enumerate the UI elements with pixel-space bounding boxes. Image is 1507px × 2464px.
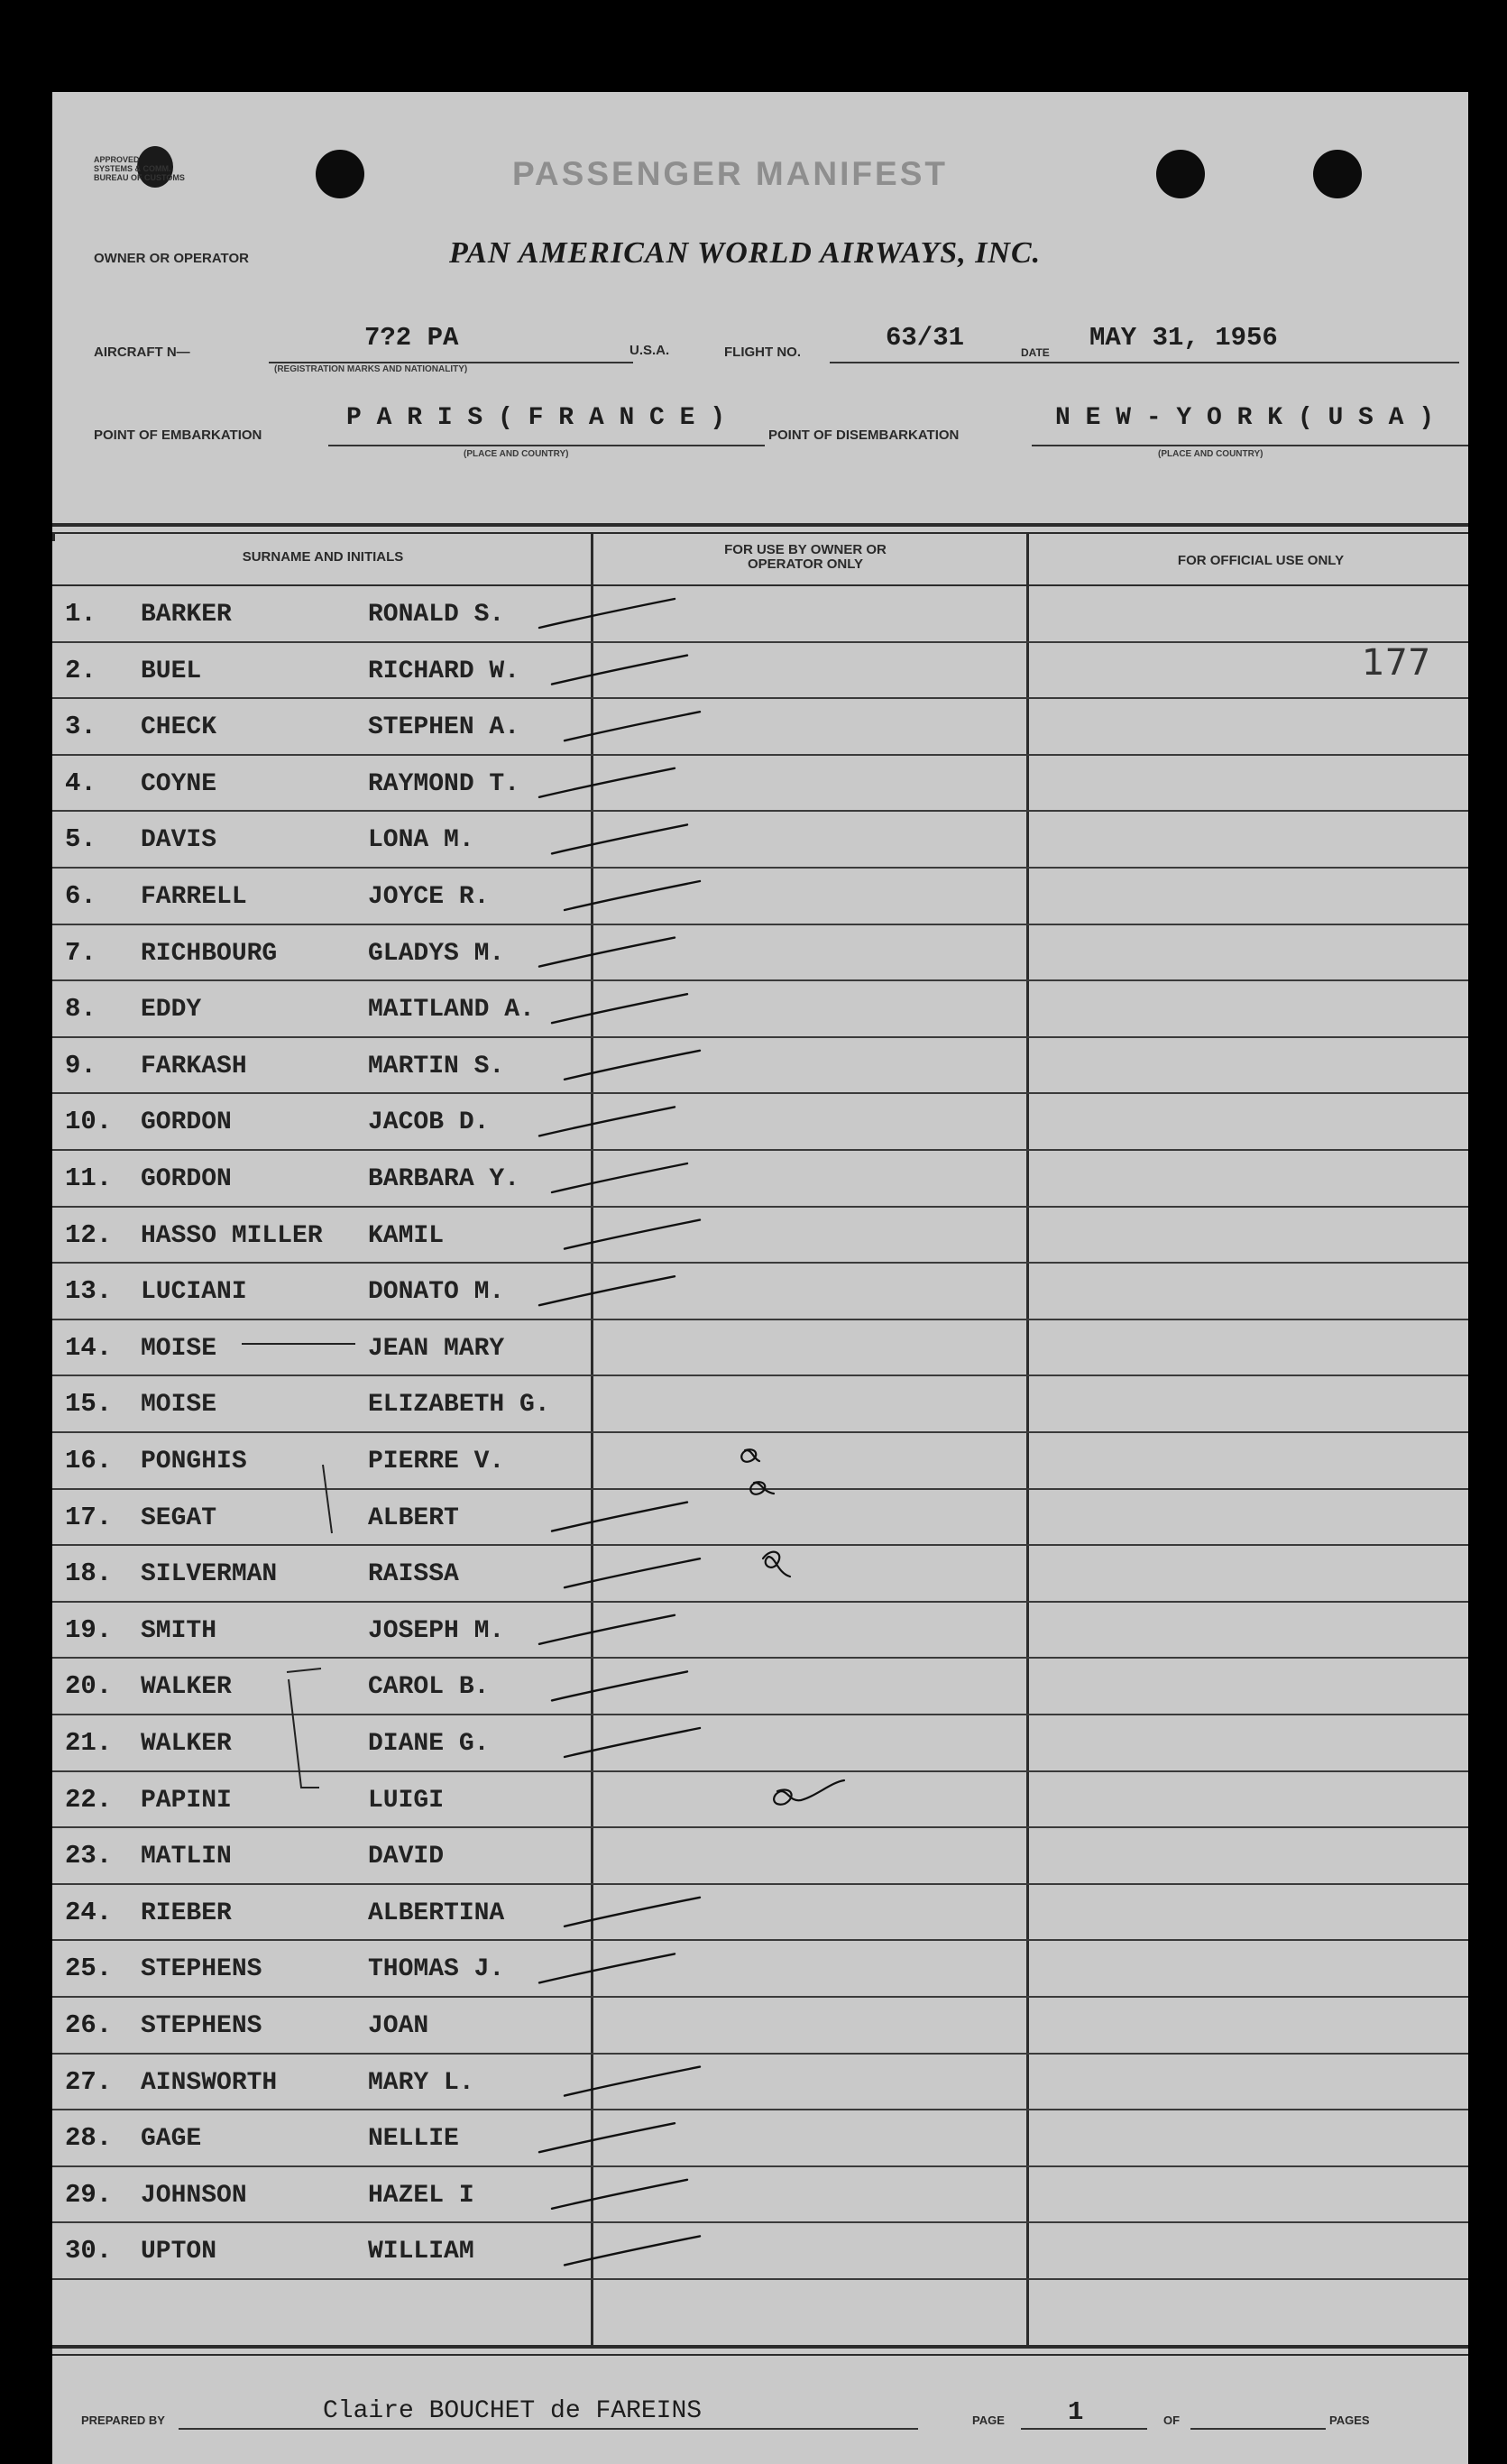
embarkation-note: (PLACE AND COUNTRY)	[464, 449, 569, 459]
passenger-given-name: RAYMOND T.	[368, 769, 520, 798]
passenger-number: 19.	[65, 1614, 113, 1645]
passenger-number: 1.	[65, 599, 96, 629]
passenger-given-name: DAVID	[368, 1843, 445, 1871]
passenger-number: 22.	[65, 1784, 113, 1815]
passenger-given-name: RICHARD W.	[368, 657, 520, 685]
passenger-number: 23.	[65, 1841, 113, 1871]
passenger-surname: AINSWORTH	[141, 2068, 278, 2097]
check-stroke	[565, 1558, 700, 1587]
check-stroke	[552, 994, 687, 1023]
passenger-surname: JOHNSON	[141, 2181, 247, 2210]
check-stroke	[565, 2236, 700, 2265]
passenger-surname: RICHBOURG	[141, 939, 278, 968]
page-number: 1	[1068, 2397, 1084, 2427]
passenger-given-name: HAZEL I	[368, 2181, 474, 2210]
passenger-number: 28.	[65, 2123, 113, 2154]
column-header-names: SURNAME AND INITIALS	[242, 549, 404, 565]
disembarkation-point: N E W - Y O R K ( U S A )	[1055, 404, 1435, 432]
pages-label: PAGES	[1329, 2413, 1370, 2427]
passenger-number: 18.	[65, 1558, 113, 1589]
passenger-given-name: KAMIL	[368, 1221, 445, 1250]
passenger-given-name: MARY L.	[368, 2068, 474, 2097]
passenger-number: 5.	[65, 824, 96, 855]
passenger-number: 15.	[65, 1389, 113, 1420]
passenger-given-name: THOMAS J.	[368, 1955, 505, 1984]
passenger-surname: MATLIN	[141, 1843, 232, 1871]
passenger-given-name: LUIGI	[368, 1786, 445, 1815]
passenger-surname: GAGE	[141, 2125, 202, 2154]
check-stroke	[552, 824, 687, 853]
check-stroke	[539, 1107, 675, 1135]
passenger-surname: RIEBER	[141, 1899, 232, 1927]
passenger-given-name: ELIZABETH G.	[368, 1391, 550, 1420]
check-stroke	[552, 1503, 687, 1531]
passenger-given-name: JACOB D.	[368, 1108, 490, 1137]
passenger-surname: MOISE	[141, 1391, 217, 1420]
aircraft-registration: 7?2 PA	[364, 323, 459, 353]
passenger-given-name: BARBARA Y.	[368, 1165, 520, 1193]
passenger-given-name: RONALD S.	[368, 601, 505, 629]
passenger-surname: BUEL	[141, 657, 202, 685]
check-stroke	[552, 1671, 687, 1700]
passenger-surname: HASSO MILLER	[141, 1221, 323, 1250]
passenger-given-name: JOAN	[368, 2012, 429, 2040]
approval-stamp: APPROVED SYSTEMS & COMM. BUREAU OF CUSTOMS	[94, 155, 185, 182]
passenger-given-name: ALBERTINA	[368, 1899, 505, 1927]
bracket-mark	[289, 1679, 319, 1788]
passenger-number: 16.	[65, 1446, 113, 1476]
passenger-number: 10.	[65, 1107, 113, 1137]
passenger-surname: WALKER	[141, 1673, 232, 1702]
passenger-number: 24.	[65, 1897, 113, 1927]
owner-check-mark	[774, 1780, 844, 1805]
passenger-surname: GORDON	[141, 1108, 232, 1137]
prepared-by-name: Claire BOUCHET de FAREINS	[323, 2397, 703, 2425]
passenger-number: 27.	[65, 2066, 113, 2097]
passenger-surname: CHECK	[141, 713, 217, 742]
passenger-number: 11.	[65, 1163, 113, 1193]
passenger-number: 4.	[65, 768, 96, 798]
embarkation-label: POINT OF EMBARKATION	[94, 428, 262, 443]
passenger-number: 2.	[65, 655, 96, 685]
official-use-number: 177	[1362, 642, 1431, 684]
passenger-given-name: MAITLAND A.	[368, 996, 535, 1025]
check-stroke	[539, 599, 675, 628]
check-stroke	[539, 938, 675, 967]
check-stroke	[539, 1276, 675, 1305]
check-stroke	[565, 1728, 700, 1757]
passenger-number: 29.	[65, 2179, 113, 2210]
passenger-surname: FARKASH	[141, 1052, 247, 1080]
passenger-number: 30.	[65, 2236, 113, 2266]
passenger-given-name: JOYCE R.	[368, 883, 490, 911]
passenger-surname: PAPINI	[141, 1786, 232, 1815]
passenger-number: 6.	[65, 881, 96, 911]
passenger-number: 25.	[65, 1954, 113, 1984]
check-stroke	[539, 1954, 675, 1982]
passenger-surname: PONGHIS	[141, 1448, 247, 1476]
check-stroke	[565, 881, 700, 910]
passenger-given-name: STEPHEN A.	[368, 713, 520, 742]
check-stroke	[539, 2123, 675, 2152]
disembarkation-label: POINT OF DISEMBARKATION	[768, 428, 960, 443]
passenger-number: 12.	[65, 1219, 113, 1250]
embarkation-point: P A R I S ( F R A N C E )	[346, 404, 726, 432]
date-label: DATE	[1021, 346, 1050, 359]
passenger-given-name: PIERRE V.	[368, 1448, 505, 1476]
passenger-surname: LUCIANI	[141, 1278, 247, 1307]
bracket-mark	[287, 1669, 321, 1672]
passenger-given-name: ALBERT	[368, 1503, 459, 1532]
passenger-given-name: CAROL B.	[368, 1673, 490, 1702]
passenger-given-name: DIANE G.	[368, 1730, 490, 1758]
check-stroke	[565, 712, 700, 740]
of-label: OF	[1163, 2413, 1181, 2427]
passenger-surname: UPTON	[141, 2238, 217, 2266]
passenger-number: 7.	[65, 937, 96, 968]
passenger-number: 26.	[65, 2010, 113, 2040]
page-label: PAGE	[972, 2413, 1005, 2427]
passenger-surname: FARRELL	[141, 883, 247, 911]
passenger-surname: EDDY	[141, 996, 202, 1025]
passenger-given-name: MARTIN S.	[368, 1052, 505, 1080]
passenger-number: 21.	[65, 1728, 113, 1758]
flight-label: FLIGHT NO.	[724, 345, 801, 360]
manifest-sheet	[52, 92, 1468, 2464]
check-stroke	[565, 1898, 700, 1926]
check-stroke	[539, 768, 675, 797]
registration-note: (REGISTRATION MARKS AND NATIONALITY)	[274, 364, 468, 374]
passenger-given-name: JEAN MARY	[368, 1334, 505, 1363]
passenger-number: 9.	[65, 1050, 96, 1080]
passenger-given-name: LONA M.	[368, 826, 474, 855]
disembarkation-note: (PLACE AND COUNTRY)	[1158, 449, 1263, 459]
bracket-mark	[323, 1465, 332, 1533]
passenger-surname: STEPHENS	[141, 2012, 262, 2040]
passenger-surname: GORDON	[141, 1165, 232, 1193]
passenger-given-name: RAISSA	[368, 1560, 459, 1589]
column-header-owner-use: FOR USE BY OWNER OR OPERATOR ONLY	[724, 542, 887, 572]
passenger-given-name: JOSEPH M.	[368, 1616, 505, 1645]
passenger-surname: WALKER	[141, 1730, 232, 1758]
usa-label: U.S.A.	[629, 343, 670, 358]
check-stroke	[565, 1051, 700, 1080]
operator-name: PAN AMERICAN WORLD AIRWAYS, INC.	[449, 236, 1042, 270]
page-title: PASSENGER MANIFEST	[512, 155, 948, 192]
check-stroke	[552, 2180, 687, 2209]
passenger-given-name: NELLIE	[368, 2125, 459, 2154]
passenger-surname: DAVIS	[141, 826, 217, 855]
column-header-official-use: FOR OFFICIAL USE ONLY	[1177, 553, 1345, 568]
passenger-number: 17.	[65, 1502, 113, 1532]
prepared-by-label: PREPARED BY	[81, 2413, 165, 2427]
check-stroke	[552, 656, 687, 685]
check-stroke	[552, 1163, 687, 1192]
handwritten-marks	[52, 92, 1468, 2464]
passenger-surname: STEPHENS	[141, 1955, 262, 1984]
passenger-number: 20.	[65, 1671, 113, 1702]
passenger-number: 8.	[65, 994, 96, 1025]
owner-check-mark	[763, 1552, 790, 1577]
passenger-given-name: WILLIAM	[368, 2238, 474, 2266]
passenger-number: 13.	[65, 1276, 113, 1307]
owner-label: OWNER OR OPERATOR	[94, 251, 249, 266]
passenger-given-name: GLADYS M.	[368, 939, 505, 968]
flight-date: MAY 31, 1956	[1089, 323, 1278, 353]
passenger-number: 14.	[65, 1332, 113, 1363]
check-stroke	[539, 1615, 675, 1644]
passenger-number: 3.	[65, 712, 96, 742]
passenger-surname: COYNE	[141, 769, 217, 798]
passenger-surname: MOISE	[141, 1334, 217, 1363]
aircraft-label: AIRCRAFT N—	[94, 345, 190, 360]
passenger-surname: SILVERMAN	[141, 1560, 278, 1589]
passenger-surname: BARKER	[141, 601, 232, 629]
passenger-surname: SMITH	[141, 1616, 217, 1645]
owner-check-mark	[750, 1482, 774, 1494]
flight-number: 63/31	[886, 323, 965, 353]
check-stroke	[565, 1220, 700, 1249]
check-stroke	[565, 2067, 700, 2096]
passenger-surname: SEGAT	[141, 1503, 217, 1532]
owner-check-mark	[741, 1449, 759, 1462]
passenger-given-name: DONATO M.	[368, 1278, 505, 1307]
